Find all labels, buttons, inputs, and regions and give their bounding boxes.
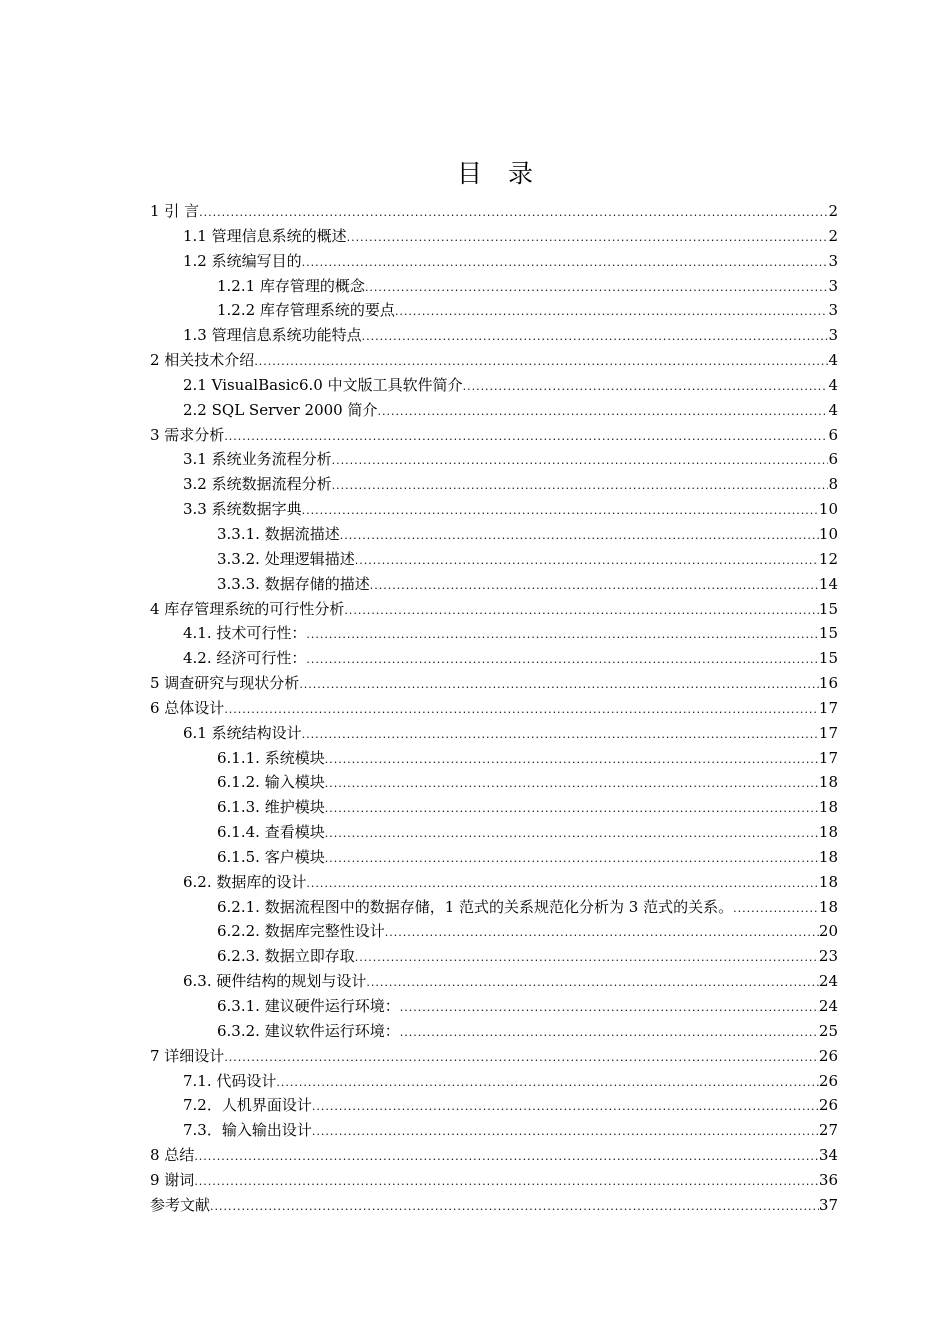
toc-dot-leader (325, 822, 819, 847)
toc-dot-leader (194, 1170, 819, 1195)
toc-entry[interactable] (150, 597, 838, 622)
toc-entry[interactable] (150, 621, 838, 646)
toc-entry-page-number: 26 (818, 1096, 838, 1115)
toc-entry-label: 6.3.1. 建议硬件运行环境： (217, 997, 400, 1015)
toc-entry-label: 6.1.2. 输入模块 (217, 773, 325, 792)
toc-entry-label: 6.2.1. 数据流程图中的数据存储，1 范式的关系规范化分析为 3 范式的关系。 (217, 897, 734, 916)
toc-dot-leader (355, 946, 819, 971)
toc-entry-page-number: 2 (828, 226, 838, 245)
toc-entry[interactable] (150, 721, 838, 746)
toc-entry-page-number: 3 (828, 301, 838, 320)
toc-entry-label: 6.1.1. 系统模块 (217, 748, 325, 767)
toc-dot-leader (400, 1021, 819, 1046)
toc-entry-page-number: 14 (818, 574, 838, 593)
toc-entry-label: 6.2.3. 数据立即存取 (217, 947, 355, 966)
toc-dot-leader (325, 847, 819, 872)
toc-dot-leader (365, 276, 829, 301)
toc-entry-label: 参考文献 (150, 1195, 211, 1214)
toc-entry-page-number: 2 (828, 202, 838, 220)
toc-dot-leader (362, 325, 829, 350)
toc-entry-page-number: 17 (818, 748, 838, 767)
toc-entry[interactable] (150, 199, 838, 224)
toc-entry-label: 3.3 系统数据字典 (183, 500, 302, 519)
toc-entry-label: 4.2. 经济可行性： (183, 649, 307, 668)
toc-dot-leader (377, 400, 828, 425)
toc-entry-label: 3.3.2. 处理逻辑描述 (217, 549, 355, 568)
toc-dot-leader (306, 872, 819, 897)
toc-entry-label: 1.2 系统编写目的 (183, 251, 302, 270)
toc-entry[interactable] (150, 447, 838, 472)
toc-dot-leader (325, 748, 819, 773)
toc-entry[interactable] (150, 274, 838, 299)
toc-dot-leader (299, 673, 819, 698)
toc-entry-label: 3.3.1. 数据流描述 (217, 524, 340, 543)
toc-dot-leader (224, 425, 828, 450)
toc-entry-page-number: 24 (818, 972, 838, 991)
toc-entry-label: 3.2 系统数据流程分析 (183, 475, 332, 494)
toc-entry-page-number: 6 (828, 425, 838, 444)
toc-dot-leader (210, 1195, 819, 1220)
toc-entry-label: 6.1.3. 维护模块 (217, 798, 325, 817)
toc-dot-leader (312, 1120, 819, 1145)
toc-dot-leader (463, 375, 829, 400)
toc-entry-page-number: 27 (818, 1121, 838, 1140)
toc-entry-label: 1.3 管理信息系统功能特点 (183, 326, 362, 345)
toc-entry[interactable] (150, 398, 838, 423)
toc-entry-label: 1.1 管理信息系统的概述 (183, 226, 347, 245)
toc-entry[interactable] (150, 522, 838, 547)
toc-entry-label: 1.2.1 库存管理的概念 (217, 276, 365, 295)
toc-entry-label: 1.2.2 库存管理系统的要点 (217, 301, 395, 320)
toc-entry[interactable] (150, 820, 838, 845)
toc-dot-leader (306, 623, 819, 648)
toc-dot-leader (325, 797, 819, 822)
toc-entry-page-number: 12 (818, 549, 838, 568)
toc-entry[interactable] (150, 323, 838, 348)
toc-entry-page-number: 37 (818, 1195, 838, 1214)
toc-entry-page-number: 3 (828, 251, 838, 270)
toc-entry[interactable] (150, 994, 838, 1019)
toc-entry-page-number: 3 (828, 276, 838, 295)
toc-entry-page-number: 4 (828, 400, 838, 419)
toc-entry[interactable] (150, 1143, 838, 1168)
toc-entry-page-number: 18 (818, 773, 838, 792)
toc-entry-page-number: 17 (818, 723, 838, 742)
toc-entry-page-number: 26 (818, 1071, 838, 1090)
toc-entry-label: 1 引 言 (150, 202, 200, 220)
toc-dot-leader (395, 300, 829, 325)
toc-dot-leader (332, 474, 829, 499)
toc-entry-label: 7.3．输入输出设计 (183, 1121, 312, 1140)
toc-list (150, 199, 838, 1218)
toc-entry[interactable] (150, 795, 838, 820)
toc-entry-label: 6 总体设计 (150, 698, 225, 717)
toc-entry[interactable] (150, 969, 838, 994)
toc-entry-label: 6.1.5. 客户模块 (217, 847, 325, 866)
toc-entry[interactable] (150, 1168, 838, 1193)
toc-title (0, 158, 950, 190)
toc-dot-leader (276, 1071, 819, 1096)
toc-entry-page-number: 34 (818, 1146, 838, 1165)
toc-entry[interactable] (150, 1069, 838, 1094)
toc-entry-label: 3.3.3. 数据存储的描述 (217, 574, 370, 593)
toc-dot-leader (302, 723, 819, 748)
toc-dot-leader (733, 897, 819, 922)
toc-entry[interactable] (150, 696, 838, 721)
toc-entry-page-number: 4 (828, 375, 838, 394)
toc-entry[interactable] (150, 746, 838, 771)
toc-entry-page-number: 15 (818, 599, 838, 618)
toc-dot-leader (366, 971, 819, 996)
toc-dot-leader (312, 1095, 819, 1120)
toc-entry-page-number: 18 (818, 872, 838, 891)
toc-dot-leader (302, 499, 819, 524)
toc-entry-page-number: 20 (818, 922, 838, 941)
toc-entry-label: 4.1. 技术可行性： (183, 624, 307, 643)
toc-entry-label: 8 总结 (150, 1146, 195, 1165)
toc-dot-leader (332, 449, 829, 474)
toc-entry-label: 3.1 系统业务流程分析 (183, 450, 332, 469)
toc-entry[interactable] (150, 472, 838, 497)
toc-entry-page-number: 18 (818, 897, 838, 916)
toc-entry-page-number: 15 (818, 649, 838, 668)
toc-entry-page-number: 8 (828, 475, 838, 494)
toc-entry[interactable] (150, 497, 838, 522)
toc-entry[interactable] (150, 423, 838, 448)
toc-dot-leader (370, 574, 819, 599)
toc-entry-label: 2.2 SQL Server 2000 简介 (183, 400, 378, 419)
toc-dot-leader (224, 698, 819, 723)
toc-entry[interactable] (150, 547, 838, 572)
toc-entry-label: 6.3. 硬件结构的规划与设计 (183, 972, 367, 991)
toc-title-char-2: 录 (508, 159, 534, 188)
toc-dot-leader (254, 350, 828, 375)
toc-entry[interactable] (150, 249, 838, 274)
toc-entry-label: 7 详细设计 (150, 1046, 225, 1065)
toc-entry-label: 6.2. 数据库的设计 (183, 872, 307, 891)
toc-entry-label: 9 谢词 (150, 1170, 195, 1189)
toc-dot-leader (340, 524, 819, 549)
toc-entry-label: 6.3.2. 建议软件运行环境： (217, 1021, 400, 1040)
toc-entry-page-number: 3 (828, 326, 838, 345)
toc-entry-page-number: 24 (818, 997, 838, 1015)
toc-entry-page-number: 4 (828, 351, 838, 370)
toc-dot-leader (194, 1145, 819, 1170)
toc-entry-page-number: 25 (818, 1021, 838, 1040)
toc-dot-leader (302, 251, 829, 276)
toc-title-char-1: 目 (456, 159, 482, 188)
toc-entry[interactable] (150, 895, 838, 920)
toc-entry-label: 6.2.2. 数据库完整性设计 (217, 922, 385, 941)
toc-entry[interactable] (150, 373, 838, 398)
toc-dot-leader (325, 772, 819, 797)
toc-entry[interactable] (150, 1093, 838, 1118)
toc-dot-leader (306, 648, 819, 673)
toc-dot-leader (224, 1046, 819, 1071)
toc-entry-label: 7.2．人机界面设计 (183, 1096, 312, 1115)
toc-dot-leader (400, 996, 819, 1021)
toc-entry[interactable] (150, 572, 838, 597)
toc-entry[interactable] (150, 1044, 838, 1069)
toc-entry-page-number: 10 (818, 500, 838, 519)
toc-entry-page-number: 18 (818, 823, 838, 842)
toc-dot-leader (385, 921, 819, 946)
toc-entry[interactable] (150, 944, 838, 969)
toc-entry-label: 5 调查研究与现状分析 (150, 674, 300, 693)
toc-entry[interactable] (150, 1118, 838, 1143)
toc-entry[interactable] (150, 770, 838, 795)
toc-entry-page-number: 6 (828, 450, 838, 469)
toc-entry-label: 2.1 VisualBasic6.0 中文版工具软件简介 (183, 375, 463, 394)
toc-dot-leader (344, 599, 819, 624)
toc-entry[interactable] (150, 671, 838, 696)
toc-entry-page-number: 18 (818, 847, 838, 866)
toc-entry-page-number: 10 (818, 524, 838, 543)
toc-entry-page-number: 23 (818, 947, 838, 966)
toc-entry-label: 7.1. 代码设计 (183, 1071, 277, 1090)
toc-entry[interactable] (150, 919, 838, 944)
toc-entry-page-number: 36 (818, 1170, 838, 1189)
toc-entry[interactable] (150, 298, 838, 323)
toc-entry-page-number: 26 (818, 1046, 838, 1065)
toc-entry-page-number: 15 (818, 624, 838, 643)
toc-entry-label: 4 库存管理系统的可行性分析 (150, 599, 345, 618)
toc-dot-leader (355, 549, 819, 574)
toc-entry[interactable] (150, 845, 838, 870)
toc-entry-page-number: 18 (818, 798, 838, 817)
toc-entry-page-number: 16 (818, 674, 838, 693)
toc-entry-label: 3 需求分析 (150, 425, 225, 444)
toc-entry-label: 2 相关技术介绍 (150, 351, 255, 370)
toc-dot-leader (199, 201, 828, 226)
toc-entry[interactable] (150, 870, 838, 895)
toc-entry-label: 6.1 系统结构设计 (183, 723, 302, 742)
toc-entry[interactable] (150, 348, 838, 373)
toc-dot-leader (347, 226, 829, 251)
toc-entry[interactable] (150, 224, 838, 249)
toc-entry-label: 6.1.4. 查看模块 (217, 823, 325, 842)
toc-entry-page-number: 17 (818, 698, 838, 717)
toc-entry[interactable] (150, 1019, 838, 1044)
toc-entry[interactable] (150, 1193, 838, 1218)
toc-entry[interactable] (150, 646, 838, 671)
